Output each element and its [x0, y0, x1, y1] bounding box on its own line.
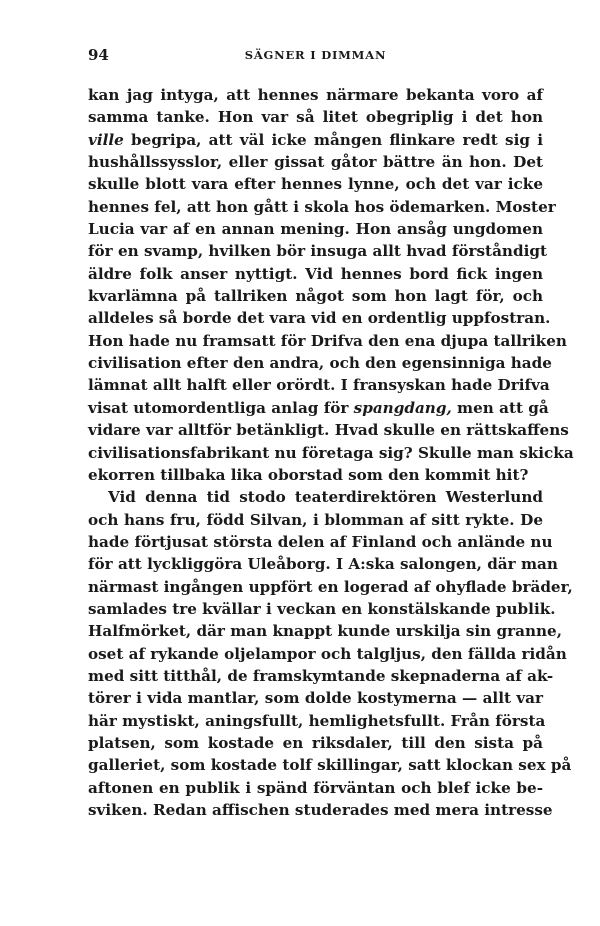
text-line: skulle blott vara efter hennes lynne, och det var icke — [88, 175, 543, 194]
text-line: närmast ingången uppfört en logerad af ohyflade bräder, — [88, 577, 573, 596]
text-line: med sitt titthål, de framskymtande skepnaderna af ak- — [88, 666, 554, 685]
text-line: kvarlämna på tallriken något som hon lagt för, och — [88, 287, 543, 306]
text-line: och hans fru, född Silvan, i blomman af sitt rykte. De — [88, 510, 543, 529]
text-line: alldeles så borde det vara vid en ordentlig uppfostran. — [88, 309, 551, 328]
text-line: Vid denna tid stodo teaterdirektören Westerlund — [108, 488, 543, 507]
body-text — [88, 84, 574, 821]
text-line: vidare var alltför betänkligt. Hvad skulle en rättskaffens — [88, 421, 569, 440]
text-line: kan jag intyga, att hennes närmare bekanta voro af — [88, 86, 543, 104]
text-line: sviken. Redan affischen studerades med mera intresse — [88, 801, 553, 819]
paragraph — [88, 486, 573, 821]
text-line: hushållssysslor, eller gissat gåtor bättre än hon. Det — [88, 153, 543, 172]
text-line: hennes fel, att hon gått i skola hos ödemarken. Moster — [88, 197, 556, 216]
text-line: ville begripa, att väl icke mången flinkare redt sig i — [88, 130, 543, 149]
text-line: Lucia var af en annan mening. Hon ansåg ungdomen — [88, 220, 543, 239]
text-line: samma tanke. Hon var så litet obegriplig i det hon — [88, 108, 543, 127]
running-head — [88, 46, 543, 66]
text-line: civilisationsfabrikant nu företaga sig? Skulle man skicka — [88, 443, 574, 462]
text-line: törer i vida mantlar, som dolde kostymerna — allt var — [88, 689, 543, 708]
text-line: galleriet, som kostade tolf skillingar, satt klockan sex på — [88, 756, 572, 775]
text-line: visat utomordentliga anlag för spangdang, men att gå — [88, 398, 549, 417]
text-line: lämnat allt halft eller orördt. I fransyskan hade Drifva — [88, 376, 550, 395]
text-line: äldre folk anser nyttigt. Vid hennes bord fick ingen — [88, 264, 543, 283]
text-line: hade förtjusat största delen af Finland och anlände nu — [88, 532, 553, 551]
text-line: för att lyckliggöra Uleåborg. I A:ska salongen, där man — [88, 555, 558, 574]
text-line: oset af rykande oljelampor och talgljus, den fällda ridån — [88, 644, 567, 663]
text-line: platsen, som kostade en riksdaler, till den sista på — [88, 733, 543, 752]
text-line: Hon hade nu framsatt för Drifva den ena djupa tallriken — [88, 331, 567, 350]
paragraph — [88, 84, 574, 486]
running-title: SÄGNER I DIMMAN — [244, 48, 387, 62]
text-line: aftonen en publik i spänd förväntan och blef icke be- — [88, 778, 543, 797]
text-line: här mystiskt, aningsfullt, hemlighetsfullt. Från första — [88, 711, 546, 730]
text-line: för en svamp, hvilken bör insuga allt hvad förståndigt — [88, 242, 547, 261]
text-line: Halfmörket, där man knappt kunde urskilja sin granne, — [88, 622, 563, 641]
text-line: samlades tre kvällar i veckan en konstälskande publik. — [88, 599, 556, 618]
text-line: civilisation efter den andra, och den egensinniga hade — [88, 354, 552, 373]
text-line: ekorren tillbaka lika oborstad som den kommit hit? — [88, 465, 529, 484]
page-number: 94 — [88, 46, 109, 64]
